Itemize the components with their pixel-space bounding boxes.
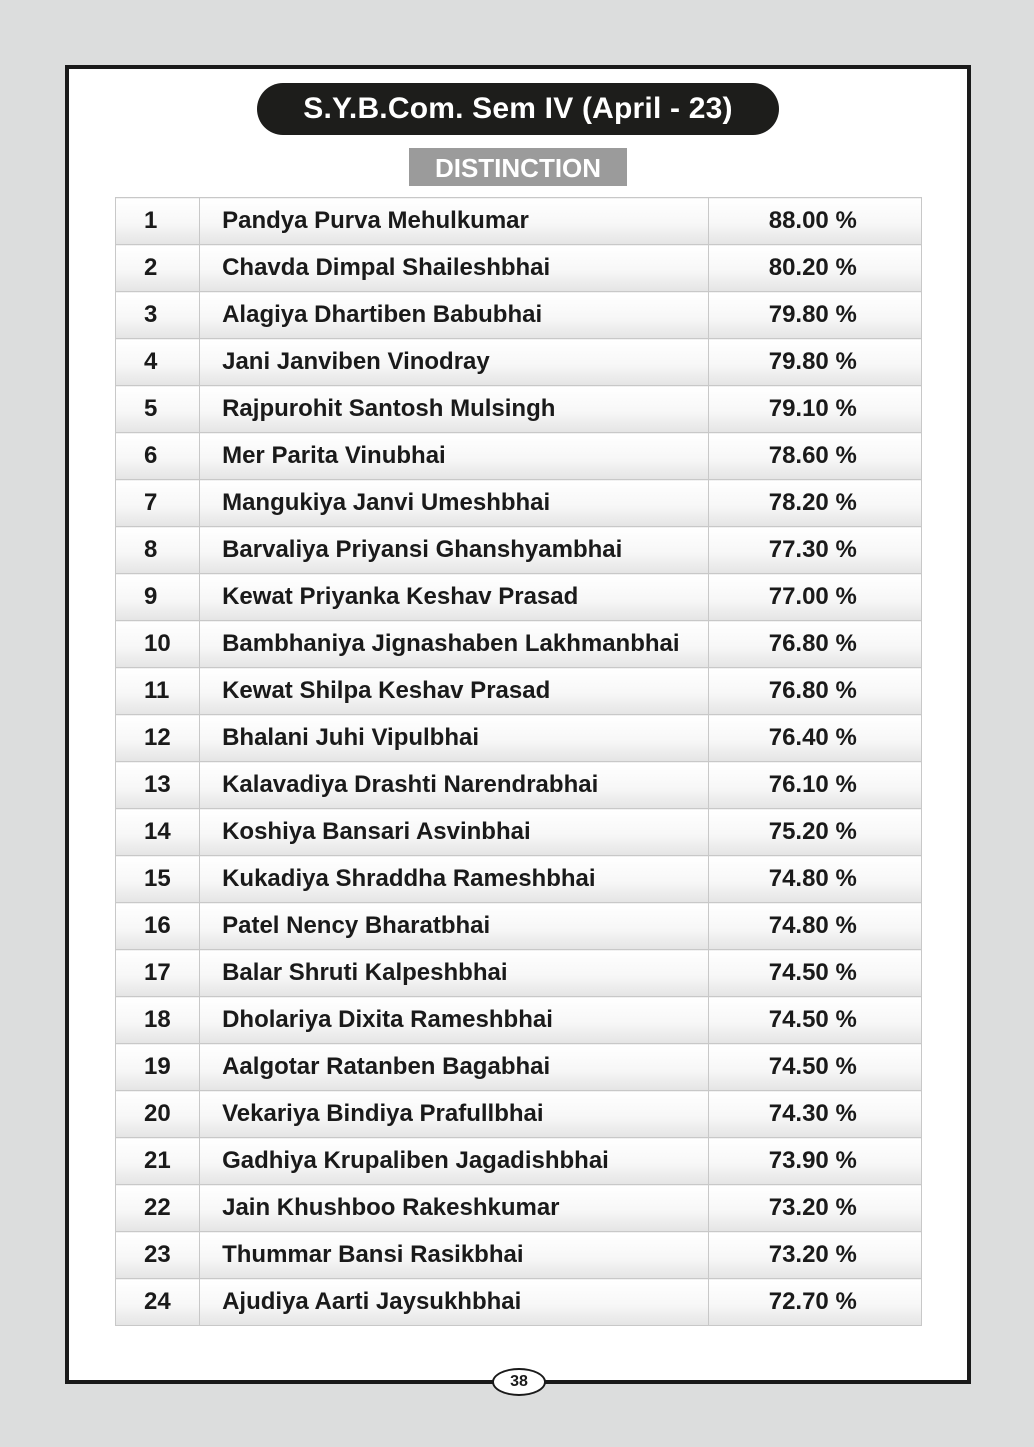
percentage: 77.00 % — [708, 574, 921, 621]
percentage: 77.30 % — [708, 527, 921, 574]
percentage: 73.20 % — [708, 1185, 921, 1232]
page-title: S.Y.B.Com. Sem IV (April - 23) — [257, 83, 779, 135]
student-name: Kukadiya Shraddha Rameshbhai — [200, 856, 709, 903]
table-row — [116, 950, 922, 997]
results-table — [115, 197, 922, 1326]
student-name: Ajudiya Aarti Jaysukhbhai — [200, 1279, 709, 1326]
student-name: Chavda Dimpal Shaileshbhai — [200, 245, 709, 292]
student-name: Kalavadiya Drashti Narendrabhai — [200, 762, 709, 809]
table-row — [116, 856, 922, 903]
page-frame — [65, 65, 971, 1390]
student-name: Kewat Priyanka Keshav Prasad — [200, 574, 709, 621]
row-number: 12 — [116, 715, 200, 762]
page-number: 38 — [492, 1368, 546, 1396]
table-row — [116, 1185, 922, 1232]
percentage: 74.80 % — [708, 856, 921, 903]
row-number: 4 — [116, 339, 200, 386]
percentage: 76.40 % — [708, 715, 921, 762]
table-row — [116, 762, 922, 809]
student-name: Vekariya Bindiya Prafullbhai — [200, 1091, 709, 1138]
row-number: 10 — [116, 621, 200, 668]
table-row — [116, 292, 922, 339]
percentage: 74.30 % — [708, 1091, 921, 1138]
table-row — [116, 527, 922, 574]
results-table-body — [116, 198, 922, 1326]
section-label-distinction: DISTINCTION — [409, 148, 627, 186]
student-name: Koshiya Bansari Asvinbhai — [200, 809, 709, 856]
row-number: 17 — [116, 950, 200, 997]
percentage: 78.60 % — [708, 433, 921, 480]
row-number: 8 — [116, 527, 200, 574]
percentage: 76.80 % — [708, 668, 921, 715]
table-row — [116, 245, 922, 292]
student-name: Alagiya Dhartiben Babubhai — [200, 292, 709, 339]
table-row — [116, 715, 922, 762]
table-row — [116, 903, 922, 950]
row-number: 23 — [116, 1232, 200, 1279]
row-number: 2 — [116, 245, 200, 292]
percentage: 74.80 % — [708, 903, 921, 950]
student-name: Dholariya Dixita Rameshbhai — [200, 997, 709, 1044]
row-number: 14 — [116, 809, 200, 856]
student-name: Kewat Shilpa Keshav Prasad — [200, 668, 709, 715]
percentage: 76.80 % — [708, 621, 921, 668]
row-number: 6 — [116, 433, 200, 480]
table-row — [116, 997, 922, 1044]
student-name: Jani Janviben Vinodray — [200, 339, 709, 386]
row-number: 18 — [116, 997, 200, 1044]
row-number: 16 — [116, 903, 200, 950]
row-number: 13 — [116, 762, 200, 809]
percentage: 74.50 % — [708, 950, 921, 997]
row-number: 11 — [116, 668, 200, 715]
row-number: 21 — [116, 1138, 200, 1185]
student-name: Jain Khushboo Rakeshkumar — [200, 1185, 709, 1232]
row-number: 9 — [116, 574, 200, 621]
student-name: Mangukiya Janvi Umeshbhai — [200, 480, 709, 527]
student-name: Thummar Bansi Rasikbhai — [200, 1232, 709, 1279]
table-row — [116, 1279, 922, 1326]
table-row — [116, 809, 922, 856]
row-number: 24 — [116, 1279, 200, 1326]
table-row — [116, 1091, 922, 1138]
student-name: Gadhiya Krupaliben Jagadishbhai — [200, 1138, 709, 1185]
percentage: 80.20 % — [708, 245, 921, 292]
percentage: 88.00 % — [708, 198, 921, 245]
student-name: Rajpurohit Santosh Mulsingh — [200, 386, 709, 433]
student-name: Balar Shruti Kalpeshbhai — [200, 950, 709, 997]
percentage: 73.20 % — [708, 1232, 921, 1279]
percentage: 79.80 % — [708, 339, 921, 386]
table-row — [116, 198, 922, 245]
row-number: 3 — [116, 292, 200, 339]
percentage: 79.10 % — [708, 386, 921, 433]
percentage: 78.20 % — [708, 480, 921, 527]
student-name: Patel Nency Bharatbhai — [200, 903, 709, 950]
table-row — [116, 480, 922, 527]
percentage: 79.80 % — [708, 292, 921, 339]
table-row — [116, 621, 922, 668]
percentage: 73.90 % — [708, 1138, 921, 1185]
table-row — [116, 1138, 922, 1185]
row-number: 15 — [116, 856, 200, 903]
percentage: 74.50 % — [708, 997, 921, 1044]
row-number: 7 — [116, 480, 200, 527]
student-name: Bambhaniya Jignashaben Lakhmanbhai — [200, 621, 709, 668]
table-row — [116, 339, 922, 386]
student-name: Mer Parita Vinubhai — [200, 433, 709, 480]
table-row — [116, 386, 922, 433]
table-row — [116, 433, 922, 480]
student-name: Bhalani Juhi Vipulbhai — [200, 715, 709, 762]
percentage: 72.70 % — [708, 1279, 921, 1326]
row-number: 22 — [116, 1185, 200, 1232]
row-number: 20 — [116, 1091, 200, 1138]
percentage: 76.10 % — [708, 762, 921, 809]
table-row — [116, 1044, 922, 1091]
table-row — [116, 574, 922, 621]
student-name: Aalgotar Ratanben Bagabhai — [200, 1044, 709, 1091]
table-row — [116, 1232, 922, 1279]
table-row — [116, 668, 922, 715]
percentage: 75.20 % — [708, 809, 921, 856]
student-name: Pandya Purva Mehulkumar — [200, 198, 709, 245]
row-number: 19 — [116, 1044, 200, 1091]
student-name: Barvaliya Priyansi Ghanshyambhai — [200, 527, 709, 574]
row-number: 5 — [116, 386, 200, 433]
percentage: 74.50 % — [708, 1044, 921, 1091]
row-number: 1 — [116, 198, 200, 245]
